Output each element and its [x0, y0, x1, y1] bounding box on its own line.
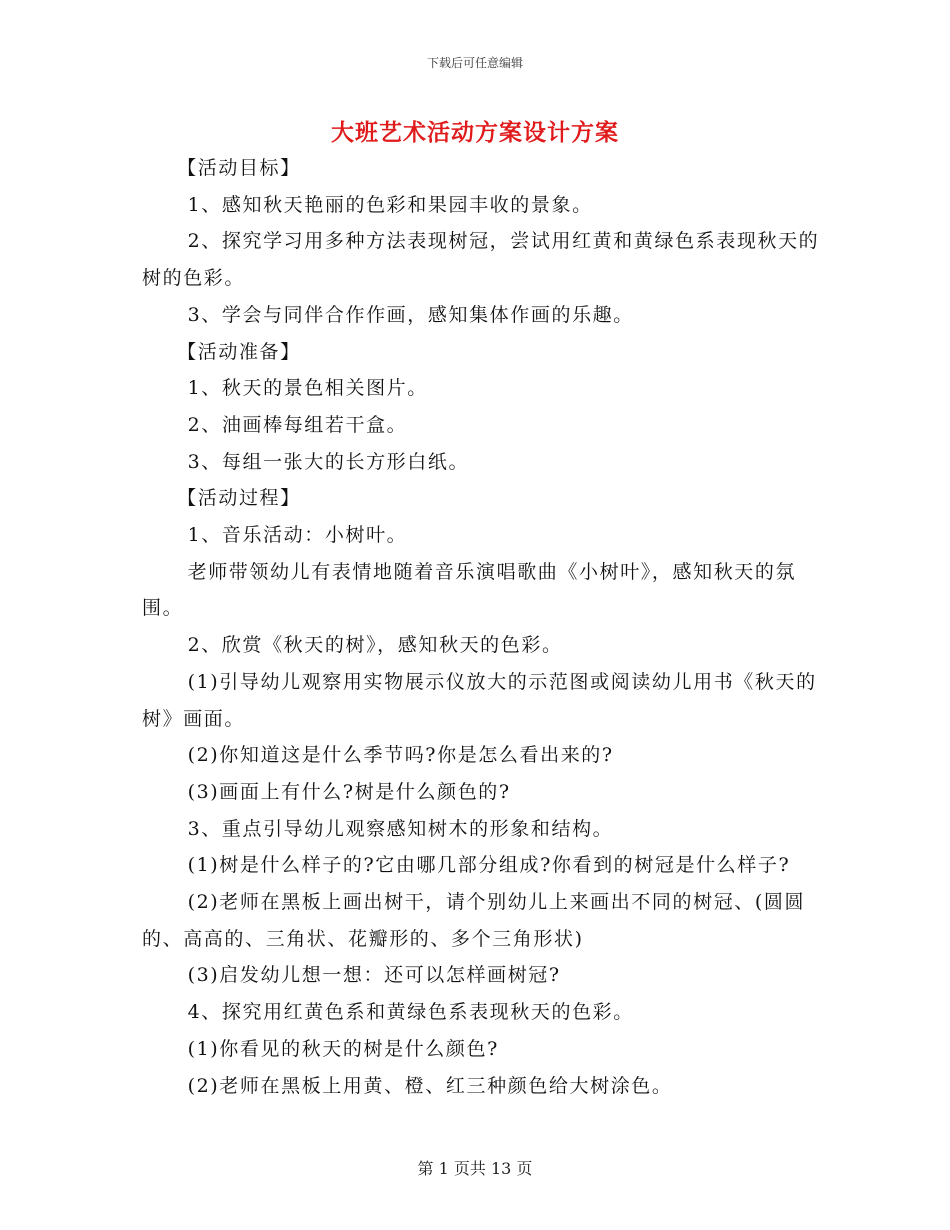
paragraph: 3、每组一张大的长方形白纸。: [187, 450, 470, 473]
paragraph: 2、探究学习用多种方法表现树冠，尝试用红黄和黄绿色系表现秋天的树的色彩。: [142, 230, 820, 290]
paragraph: (2)老师在黑板上用黄、橙、红三种颜色给大树涂色。: [187, 1074, 673, 1097]
paragraph: 1、感知秋天艳丽的色彩和果园丰收的景象。: [187, 193, 593, 216]
page-footer: 第 1 页共 13 页: [417, 1159, 533, 1178]
paragraph: (3)启发幼儿想一想：还可以怎样画树冠?: [187, 964, 561, 987]
paragraph: 3、学会与同伴合作作画，感知集体作画的乐趣。: [187, 303, 634, 326]
paragraph: (1)你看见的秋天的树是什么颜色?: [187, 1037, 499, 1060]
paragraph: 1、秋天的景色相关图片。: [187, 377, 428, 400]
section-heading-preparation: 【活动准备】: [177, 340, 301, 363]
paragraph: (1)引导幼儿观察用实物展示仪放大的示范图或阅读幼儿用书《秋天的树》画面。: [142, 670, 817, 730]
document-body: [142, 150, 822, 1104]
paragraph: 4、探究用红黄色系和黄绿色系表现秋天的色彩。: [187, 1001, 634, 1024]
paragraph: (2)你知道这是什么季节吗?你是怎么看出来的?: [187, 744, 614, 767]
document-title: 大班艺术活动方案设计方案: [331, 119, 619, 146]
paragraph: 1、音乐活动：小树叶。: [187, 524, 408, 547]
paragraph: (2)老师在黑板上画出树干，请个别幼儿上来画出不同的树冠、(圆圆的、高高的、三角状、花瓣形的、多个三角形状): [142, 891, 806, 950]
paragraph: (1)树是什么样子的?它由哪几部分组成?你看到的树冠是什么样子?: [187, 854, 791, 877]
paragraph: 2、欣赏《秋天的树》，感知秋天的色彩。: [187, 634, 563, 657]
paragraph: 2、油画棒每组若干盒。: [187, 413, 408, 436]
paragraph: (3)画面上有什么?树是什么颜色的?: [187, 780, 511, 803]
paragraph: 老师带领幼儿有表情地随着音乐演唱歌曲《小树叶》，感知秋天的氛围。: [142, 560, 797, 620]
paragraph: 3、重点引导幼儿观察感知树木的形象和结构。: [187, 817, 614, 840]
page-header-note: 下载后可任意编辑: [426, 56, 523, 70]
section-heading-goals: 【活动目标】: [177, 157, 301, 179]
section-heading-process: 【活动过程】: [177, 487, 301, 510]
